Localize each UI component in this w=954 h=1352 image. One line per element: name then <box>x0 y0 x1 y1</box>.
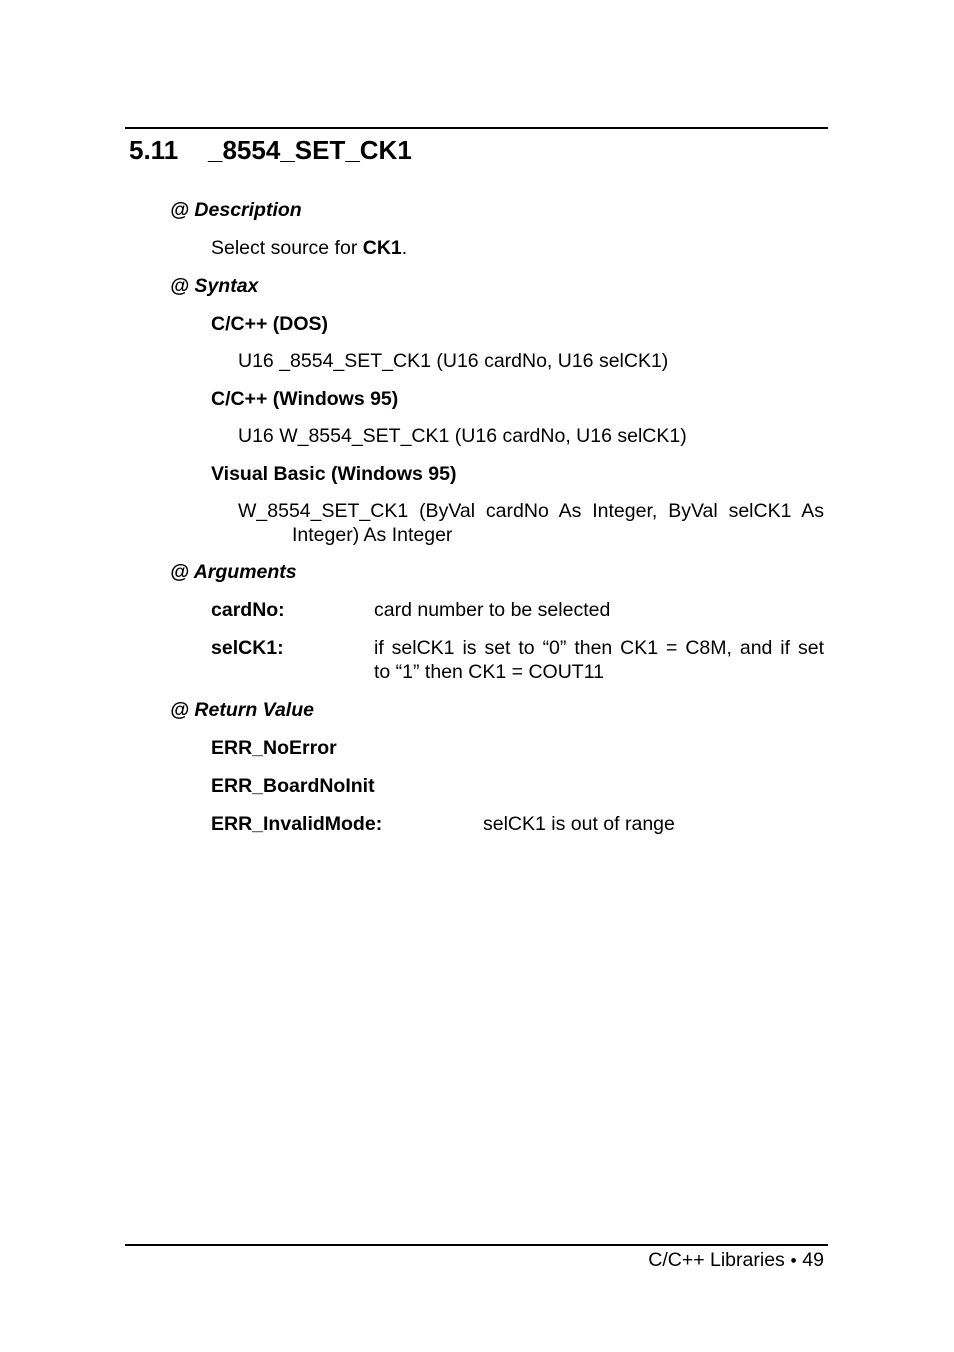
arguments-heading: @ Arguments <box>170 561 297 583</box>
return-item-invalidmode: ERR_InvalidMode: <box>211 813 383 835</box>
syntax-code-dos: U16 _8554_SET_CK1 (U16 cardNo, U16 selCK1) <box>238 350 669 372</box>
arg-desc-cardno: card number to be selected <box>374 599 611 621</box>
footer-bullet: ● <box>790 1254 797 1267</box>
syntax-heading: @ Syntax <box>170 275 259 297</box>
description-prefix: Select source for <box>211 237 363 259</box>
description-heading: @ Description <box>170 199 302 221</box>
syntax-label-dos: C/C++ (DOS) <box>211 313 329 335</box>
return-desc-invalidmode: selCK1 is out of range <box>483 813 675 835</box>
syntax-code-vb-line2: Integer) As Integer <box>292 524 453 546</box>
arg-desc-selck1-line1: if selCK1 is set to “0” then CK1 = C8M, and if set <box>374 637 824 659</box>
footer <box>648 1251 824 1271</box>
arg-desc-selck1-line2: to “1” then CK1 = COUT11 <box>374 661 604 683</box>
section-number: 5.11 <box>129 135 179 165</box>
description-bold: CK1 <box>362 237 402 259</box>
footer-chapter: C/C++ Libraries <box>648 1249 785 1271</box>
footer-rule <box>125 1244 828 1246</box>
syntax-code-vb-line1: W_8554_SET_CK1 (ByVal cardNo As Integer, ByVal selCK1 As <box>238 500 824 522</box>
syntax-label-vb: Visual Basic (Windows 95) <box>211 463 457 485</box>
return-item-boardnoinit: ERR_BoardNoInit <box>211 775 375 797</box>
arg-name-cardno: cardNo: <box>211 599 285 621</box>
description-text <box>211 239 407 259</box>
arg-name-selck1: selCK1: <box>211 637 284 659</box>
section-title: _8554_SET_CK1 <box>208 135 412 165</box>
syntax-code-win95: U16 W_8554_SET_CK1 (U16 cardNo, U16 selCK1) <box>238 425 687 447</box>
return-item-noerror: ERR_NoError <box>211 737 337 759</box>
return-heading: @ Return Value <box>170 699 314 721</box>
footer-page-number: 49 <box>802 1249 824 1271</box>
header-rule <box>125 127 828 129</box>
syntax-label-win95: C/C++ (Windows 95) <box>211 388 399 410</box>
description-suffix: . <box>401 237 408 259</box>
